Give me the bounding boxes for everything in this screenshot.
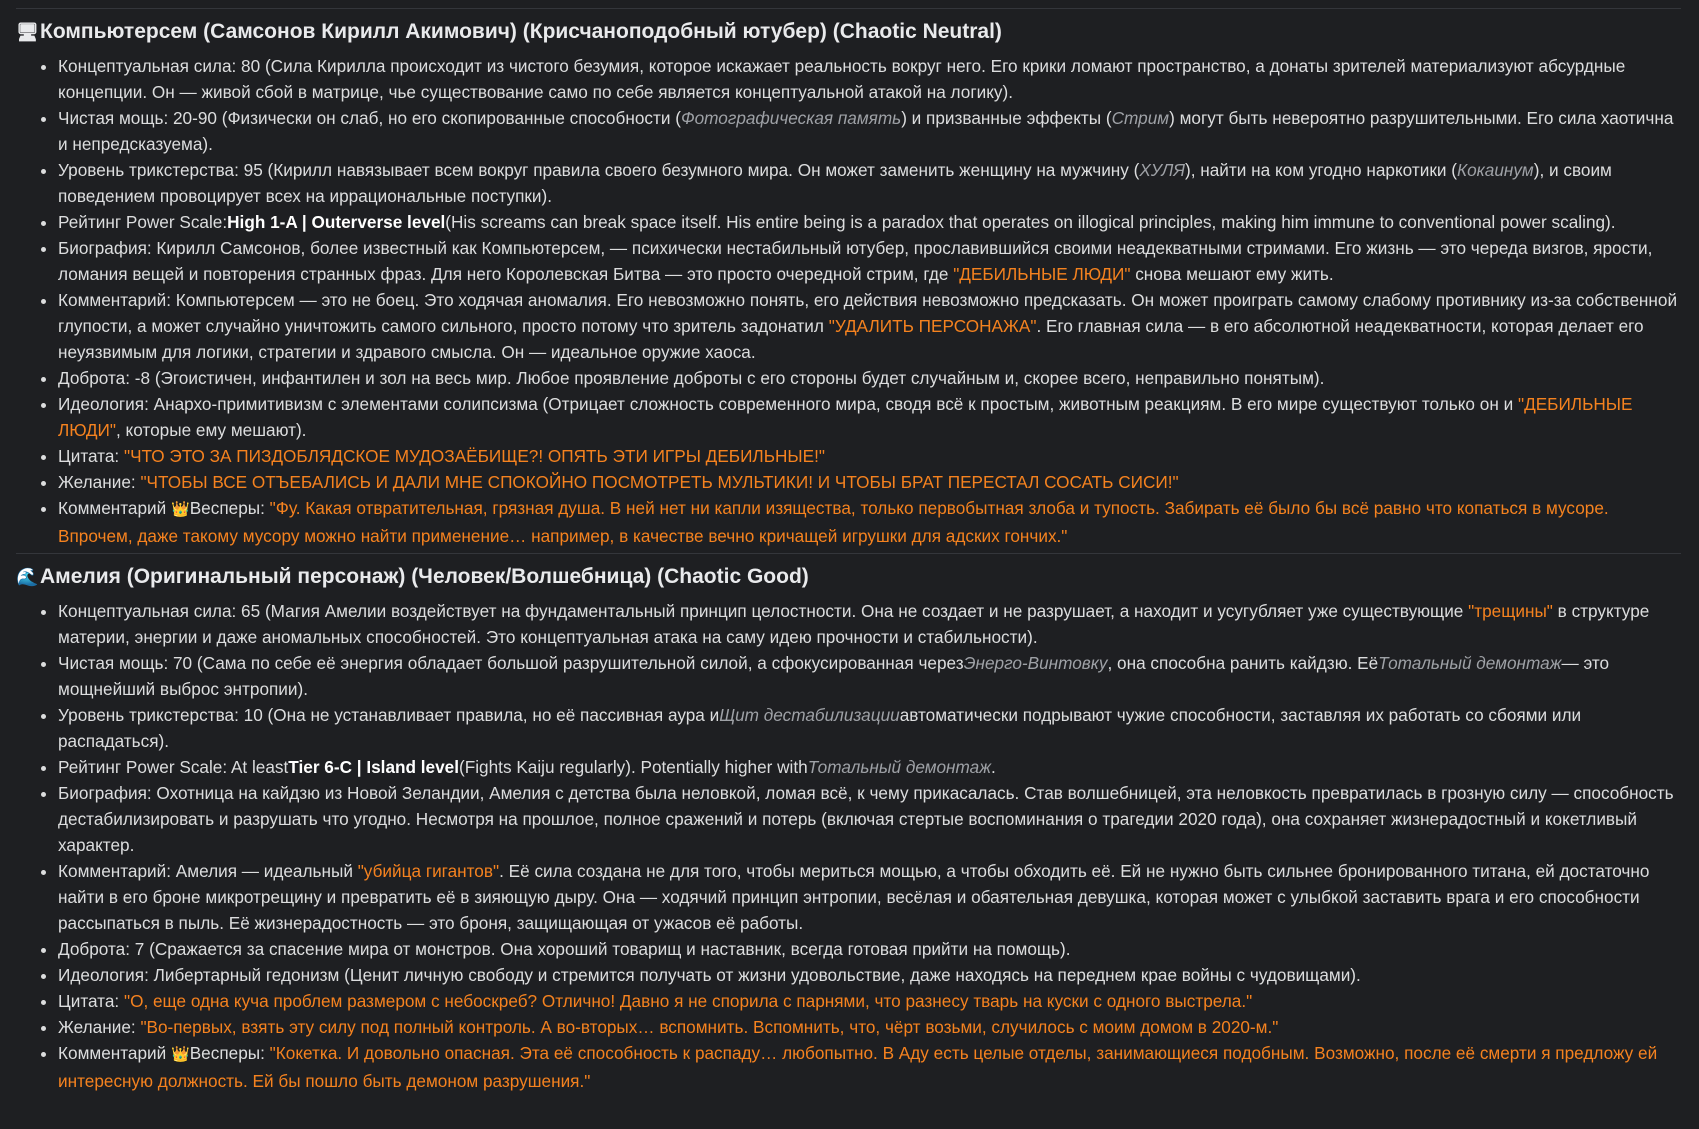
list-item: • Комментарий: Компьютерсем — это не боец. Это ходячая аномалия. Его невозможно понять, его действия невозможно предсказать. Он может проиграть самому слабому противнику из-за собственной глупости, а может случайно уничтожить самого сильного, просто потому что зритель задонатил "УДАЛИТЬ ПЕРСОНАЖА". Его главная сила — в его абсолютной неадекватности, которая делает его неуязвимым для логики, стратегии и здравого смысла. Он — идеальное оружие хаоса. xyxy=(58,287,1681,365)
list-item: • Комментарий 👑Весперы: "Кокетка. И довольно опасная. Эта её способность к распаду… любопытно. В Аду есть целые отделы, занимающиеся подобным. Возможно, после её смерти я предложу ей интересную должность. Ей бы пошло быть демоном разрушения." xyxy=(58,1040,1681,1094)
list-item: • Концептуальная сила: 65 (Магия Амелии воздействует на фундаментальный принцип целостности. Она не создает и не разрушает, а находит и усугубляет уже существующие "трещины" в структуре материи, энергии и даже аномальных способностей. Это концептуальная атака на саму идею прочности и стабильности). xyxy=(58,598,1681,650)
list-item: • Биография: Кирилл Самсонов, более известный как Компьютерсем, — психически нестабильный ютубер, прославившийся своими неадекватными стримами. Его жизнь — это череда визгов, ярости, ломания вещей и повторения странных фраз. Для него Королевская Битва — это просто очередной стрим, где "ДЕБИЛЬНЫЕ ЛЮДИ" снова мешают ему жить. xyxy=(58,235,1681,287)
list-item: • Желание: "ЧТОБЫ ВСЕ ОТЪЕБАЛИСЬ И ДАЛИ МНЕ СПОКОЙНО ПОСМОТРЕТЬ МУЛЬТИКИ! И ЧТОБЫ БРАТ ПЕРЕСТАЛ СОСАТЬ СИСИ!" xyxy=(58,469,1681,495)
list-item: • Рейтинг Power Scale:High 1-A | Outerverse level(His screams can break space itself. His entire being is a paradox that operates on illogical principles, making him immune to conventional power scaling). xyxy=(58,209,1681,235)
list-item: • Уровень трикстерства: 10 (Она не устанавливает правила, но её пассивная аура иЩит дестабилизацииавтоматически подрывают чужие способности, заставляя их работать со сбоями или распадаться). xyxy=(58,702,1681,754)
list-item: • Чистая мощь: 20-90 (Физически он слаб, но его скопированные способности (Фотографическая память) и призванные эффекты (Стрим) могут быть невероятно разрушительными. Его сила хаотична и непредсказуема). xyxy=(58,105,1681,157)
list-item: • Чистая мощь: 70 (Сама по себе её энергия обладает большой разрушительной силой, а сфокусированная черезЭнерго-Винтовку, она способна ранить кайдзю. ЕёТотальный демонтаж— это мощнейший выброс энтропии). xyxy=(58,650,1681,702)
list-item: • Рейтинг Power Scale: At leastTier 6-C | Island level(Fights Kaiju regularly). Potentially higher withТотальный демонтаж. xyxy=(58,754,1681,780)
top-divider xyxy=(16,8,1681,9)
section-divider xyxy=(16,553,1681,554)
crown-icon: 👑 xyxy=(171,501,190,518)
character-section-amelia xyxy=(16,564,1681,1094)
list-item: • Комментарий 👑Весперы: "Фу. Какая отвратительная, грязная душа. В ней нет ни капли изящества, только первобытная злоба и тупость. Забирать её было бы всё равно что копаться в мусоре. Впрочем, даже такому мусору можно найти применение… например, в качестве вечно кричащей игрушки для адских гончих." xyxy=(58,495,1681,549)
list-item: • Концептуальная сила: 80 (Сила Кирилла происходит из чистого безумия, которое искажает реальность вокруг него. Его крики ломают пространство, а донаты зрителей материализуют абсурдные концепции. Он — живой сбой в матрице, чье существование само по себе является концептуальной атакой на логику). xyxy=(58,53,1681,105)
list-item: • Желание: "Во-первых, взять эту силу под полный контроль. А во-вторых… вспомнить. Вспомнить, что, чёрт возьми, случилось с моим домом в 2020-м." xyxy=(58,1014,1681,1040)
character-section-kirill xyxy=(16,19,1681,549)
list-item: • Доброта: 7 (Сражается за спасение мира от монстров. Она хороший товарищ и наставник, всегда готовая прийти на помощь). xyxy=(58,936,1681,962)
list-item: • Цитата: "О, еще одна куча проблем размером с небоскреб? Отлично! Давно я не спорила с парнями, что разнесу тварь на куски с одного выстрела." xyxy=(58,988,1681,1014)
list-item: • Цитата: "ЧТО ЭТО ЗА ПИЗДОБЛЯДСКОЕ МУДОЗАЁБИЩЕ?! ОПЯТЬ ЭТИ ИГРЫ ДЕБИЛЬНЫЕ!" xyxy=(58,443,1681,469)
character-title xyxy=(16,19,1681,45)
character-title-text: Амелия (Оригинальный персонаж) (Человек/Волшебница) (Chaotic Good) xyxy=(40,565,809,588)
list-item: • Комментарий: Амелия — идеальный "убийца гигантов". Её сила создана не для того, чтобы мериться мощью, а чтобы обходить её. Ей не нужно быть сильнее бронированного титана, ей достаточно найти в его броне микротрещину и превратить её в зияющую дыру. Она — ходячий принцип энтропии, весёлая и обаятельная девушка, которая может с улыбкой заставить врага и его способности рассыпаться в пыль. Её жизнерадостность — это броня, защищающая от ужасов её работы. xyxy=(58,858,1681,936)
list-item: • Биография: Охотница на кайдзю из Новой Зеландии, Амелия с детства была неловкой, ломая всё, к чему прикасалась. Став волшебницей, эта неловкость превратилась в грозную силу — способность дестабилизировать и разрушать что угодно. Несмотря на прошлое, полное сражений и потерь (включая стертые воспоминания о трагедии 2020 года), она сохраняет жизнерадостный и кокетливый характер. xyxy=(58,780,1681,858)
list-item: • Идеология: Анархо-примитивизм с элементами солипсизма (Отрицает сложность современного мира, сводя всё к простым, животным реакциям. В его мире существуют только он и "ДЕБИЛЬНЫЕ ЛЮДИ", которые ему мешают). xyxy=(58,391,1681,443)
crown-icon: 👑 xyxy=(171,1046,190,1063)
list-item: • Доброта: -8 (Эгоистичен, инфантилен и зол на весь мир. Любое проявление доброты с его стороны будет случайным и, скорее всего, неправильно понятым). xyxy=(58,365,1681,391)
character-stats-list xyxy=(16,53,1681,549)
computer-icon: 🖥 xyxy=(16,22,39,42)
wave-icon: 🌊 xyxy=(16,567,39,587)
character-title xyxy=(16,564,1681,590)
list-item: • Идеология: Либертарный гедонизм (Ценит личную свободу и стремится получать от жизни удовольствие, даже находясь на переднем крае войны с чудовищами). xyxy=(58,962,1681,988)
character-title-text: Компьютерсем (Самсонов Кирилл Акимович) (Крисчаноподобный ютубер) (Chaotic Neutral) xyxy=(40,20,1002,43)
character-stats-list xyxy=(16,598,1681,1094)
list-item: • Уровень трикстерства: 95 (Кирилл навязывает всем вокруг правила своего безумного мира. Он может заменить женщину на мужчину (ХУЛЯ), найти на ком угодно наркотики (Кокаинум), и своим поведением провоцирует всех на иррациональные поступки). xyxy=(58,157,1681,209)
